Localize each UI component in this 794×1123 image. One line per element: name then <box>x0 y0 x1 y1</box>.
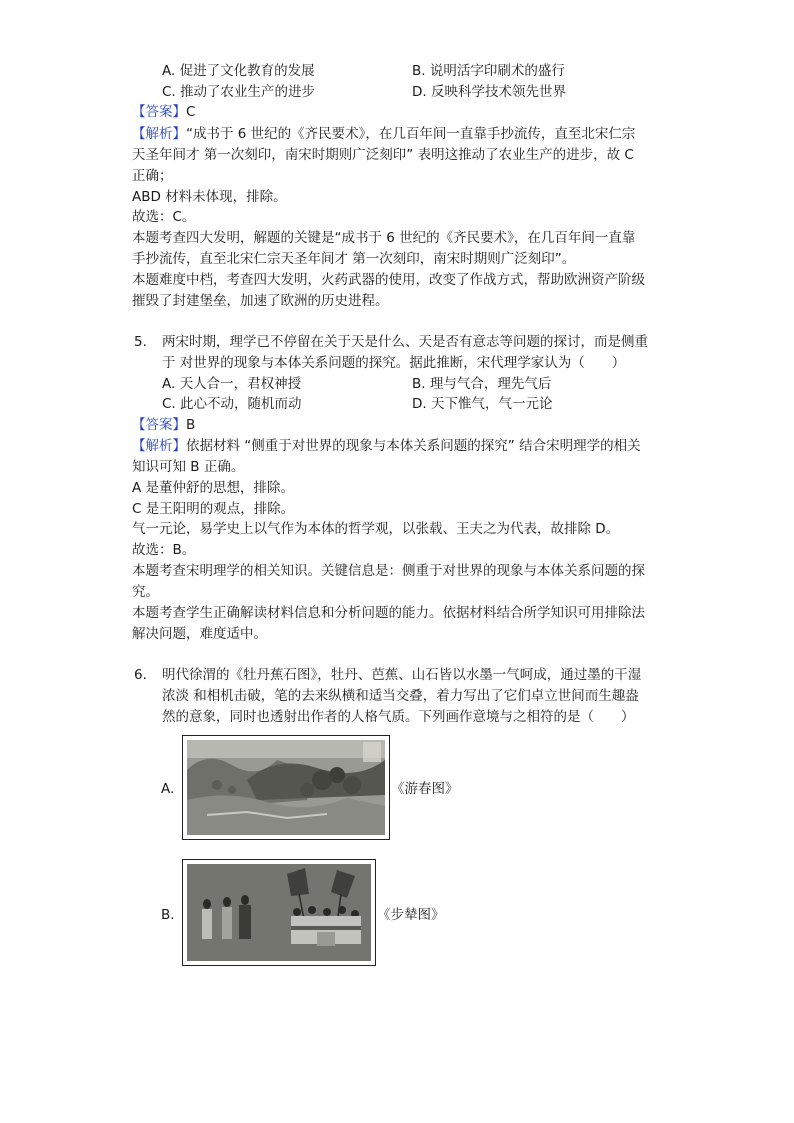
figure-painting-icon <box>187 864 371 961</box>
answer-value: B <box>186 417 196 433</box>
q4-option-b: B. 说明活字印刷术的盛行 <box>412 63 565 79</box>
q4-analysis-line: 故选：C。 <box>132 209 196 225</box>
q5-analysis-line: 本题考查宋明理学的相关知识。关键信息是：侧重于对世界的现象与本体关系问题的探 <box>132 563 645 579</box>
q5-analysis-line: 气一元论，易学史上以气作为本体的哲学观，以张载、王夫之为代表，故排除 D。 <box>132 521 620 537</box>
q5-analysis-line: 知识可知 B 正确。 <box>132 459 245 475</box>
q5-option-c: C. 此心不动，随机而动 <box>162 396 302 412</box>
q5-option-b: B. 理与气合，理先气后 <box>412 376 552 392</box>
q6-stem: 浓淡 和相机击破，笔的去来纵横和适当交叠，着力写出了它们卓立世间而生趣盎 <box>162 688 639 704</box>
q5-analysis-line: A 是董仲舒的思想，排除。 <box>132 480 295 496</box>
q5-answer <box>132 415 195 435</box>
q4-option-d: D. 反映科学技术领先世界 <box>412 84 566 100</box>
q5-option-a: A. 天人合一，君权神授 <box>162 376 302 392</box>
answer-value: C <box>186 104 196 120</box>
q4-analysis-line: 正确； <box>132 168 173 184</box>
q6-stem: 然的意象，同时也透射出作者的人格气质。下列画作意境与之相符的是（ ） <box>162 709 635 725</box>
q4-answer <box>132 102 195 122</box>
q6-option-b-letter: B. <box>161 907 175 923</box>
q5-analysis-line: 究。 <box>132 584 159 600</box>
q5-analysis-line: C 是王阳明的观点，排除。 <box>132 501 295 517</box>
q4-analysis-line: 本题考查四大发明，解题的关键是“成书于 6 世纪的《齐民要术》，在几百年间一直靠 <box>132 230 636 246</box>
analysis-label: 【解析】 <box>132 126 186 142</box>
q4-option-c: C. 推动了农业生产的进步 <box>162 84 316 100</box>
answer-label: 【答案】 <box>132 417 186 433</box>
q4-analysis-line: ABD 材料未体现，排除。 <box>132 189 287 205</box>
q6-option-b-title: 《步辇图》 <box>377 907 445 923</box>
q5-analysis-line: 解决问题，难度适中。 <box>132 626 267 642</box>
q5-analysis-line <box>132 436 641 456</box>
q5-analysis-line: 故选：B。 <box>132 542 196 558</box>
q4-analysis-line: 本题难度中档，考查四大发明，火药武器的使用，改变了作战方式，帮助欧洲资产阶级 <box>132 272 645 288</box>
q5-stem: 两宋时期，理学已不停留在关于天是什么、天是否有意志等问题的探讨，而是侧重 <box>162 334 648 350</box>
painting-image <box>187 864 371 961</box>
answer-label: 【答案】 <box>132 104 186 120</box>
q4-analysis-line: 天圣年间才 第一次刻印，南宋时期则广泛刻印” 表明这推动了农业生产的进步，故 C <box>132 147 634 163</box>
landscape-painting-icon <box>187 740 385 835</box>
q6-stem: 明代徐渭的《牡丹蕉石图》，牡丹、芭蕉、山石皆以水墨一气呵成，通过墨的干湿 <box>162 667 642 683</box>
q6-number: 6. <box>134 667 147 683</box>
q5-stem: 于 对世界的现象与本体关系问题的探究。据此推断，宋代理学家认为（ ） <box>162 355 626 371</box>
q4-analysis-line: 手抄流传，直至北宋仁宗天圣年间才 第一次刻印，南宋时期则广泛刻印”。 <box>132 251 576 267</box>
q5-analysis-line: 本题考查学生正确解读材料信息和分析问题的能力。依据材料结合所学知识可用排除法 <box>132 605 645 621</box>
painting-you-chun-tu <box>182 735 390 840</box>
q4-option-a: A. 促进了文化教育的发展 <box>162 63 315 79</box>
painting-bu-nian-tu <box>182 859 376 966</box>
q6-option-a-letter: A. <box>161 781 175 797</box>
q4-analysis-line <box>132 124 635 144</box>
analysis-text: 依据材料 “侧重于对世界的现象与本体关系问题的探究” 结合宋明理学的相关 <box>186 438 641 454</box>
q5-option-d: D. 天下惟气，气一元论 <box>412 396 553 412</box>
q5-number: 5. <box>134 334 147 350</box>
painting-image <box>187 740 385 835</box>
q6-option-a-title: 《游春图》 <box>391 781 459 797</box>
analysis-label: 【解析】 <box>132 438 186 454</box>
q4-analysis-line: 摧毁了封建堡垒，加速了欧洲的历史进程。 <box>132 293 389 309</box>
analysis-text: “成书于 6 世纪的《齐民要术》，在几百年间一直靠手抄流传，直至北宋仁宗 <box>186 126 636 142</box>
